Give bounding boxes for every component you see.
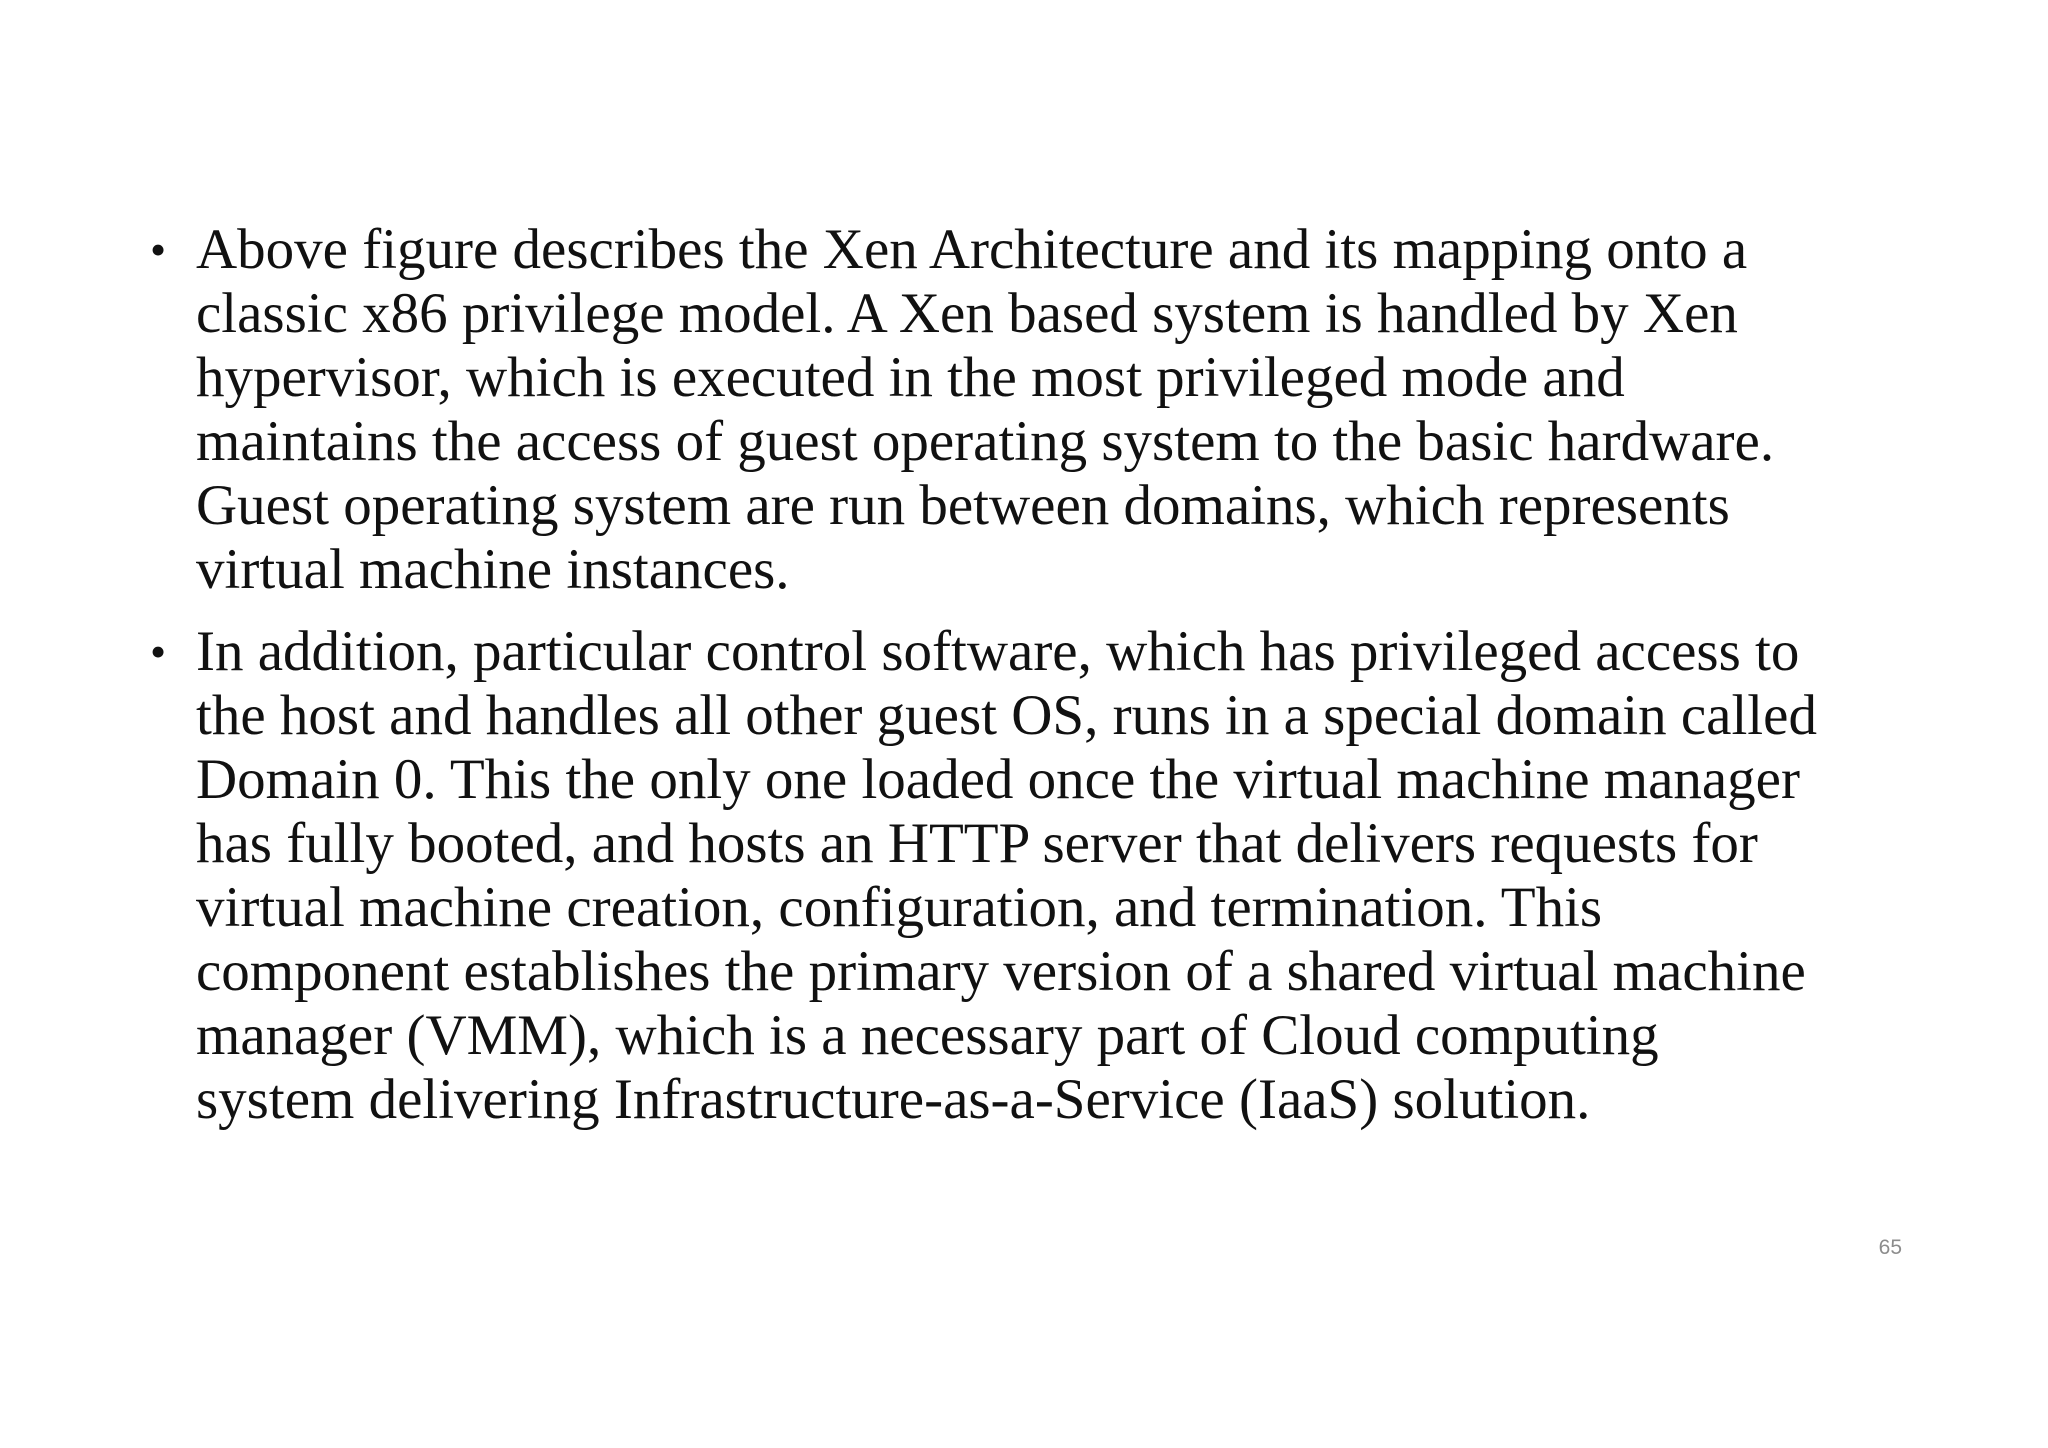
text-line: component establishes the primary version of a shared virtual machine [196, 940, 1806, 1003]
bullet-item-2 [150, 620, 1930, 1132]
text-line: Above figure describes the Xen Architecture and its mapping onto a [196, 218, 1748, 281]
page-number: 65 [1878, 1236, 1902, 1259]
text-line: hypervisor, which is executed in the most privileged mode and [196, 346, 1625, 409]
bullet-list [150, 218, 1930, 1150]
bullet-marker: • [150, 224, 167, 275]
bullet-item-1 [150, 218, 1930, 602]
text-line: maintains the access of guest operating system to the basic hardware. [196, 410, 1775, 473]
text-line: virtual machine instances. [196, 538, 790, 601]
text-line: Guest operating system are run between domains, which represents [196, 474, 1730, 537]
bullet-marker: • [150, 626, 167, 677]
text-line: has fully booted, and hosts an HTTP server that delivers requests for [196, 812, 1758, 875]
text-line: system delivering Infrastructure-as-a-Service (IaaS) solution. [196, 1068, 1591, 1131]
text-line: Domain 0. This the only one loaded once the virtual machine manager [196, 748, 1800, 811]
text-line: manager (VMM), which is a necessary part of Cloud computing [196, 1004, 1659, 1067]
text-line: the host and handles all other guest OS, runs in a special domain called [196, 684, 1817, 747]
text-line: In addition, particular control software, which has privileged access to [196, 620, 1800, 683]
text-line: classic x86 privilege model. A Xen based system is handled by Xen [196, 282, 1738, 345]
text-line: virtual machine creation, configuration, and termination. This [196, 876, 1603, 939]
